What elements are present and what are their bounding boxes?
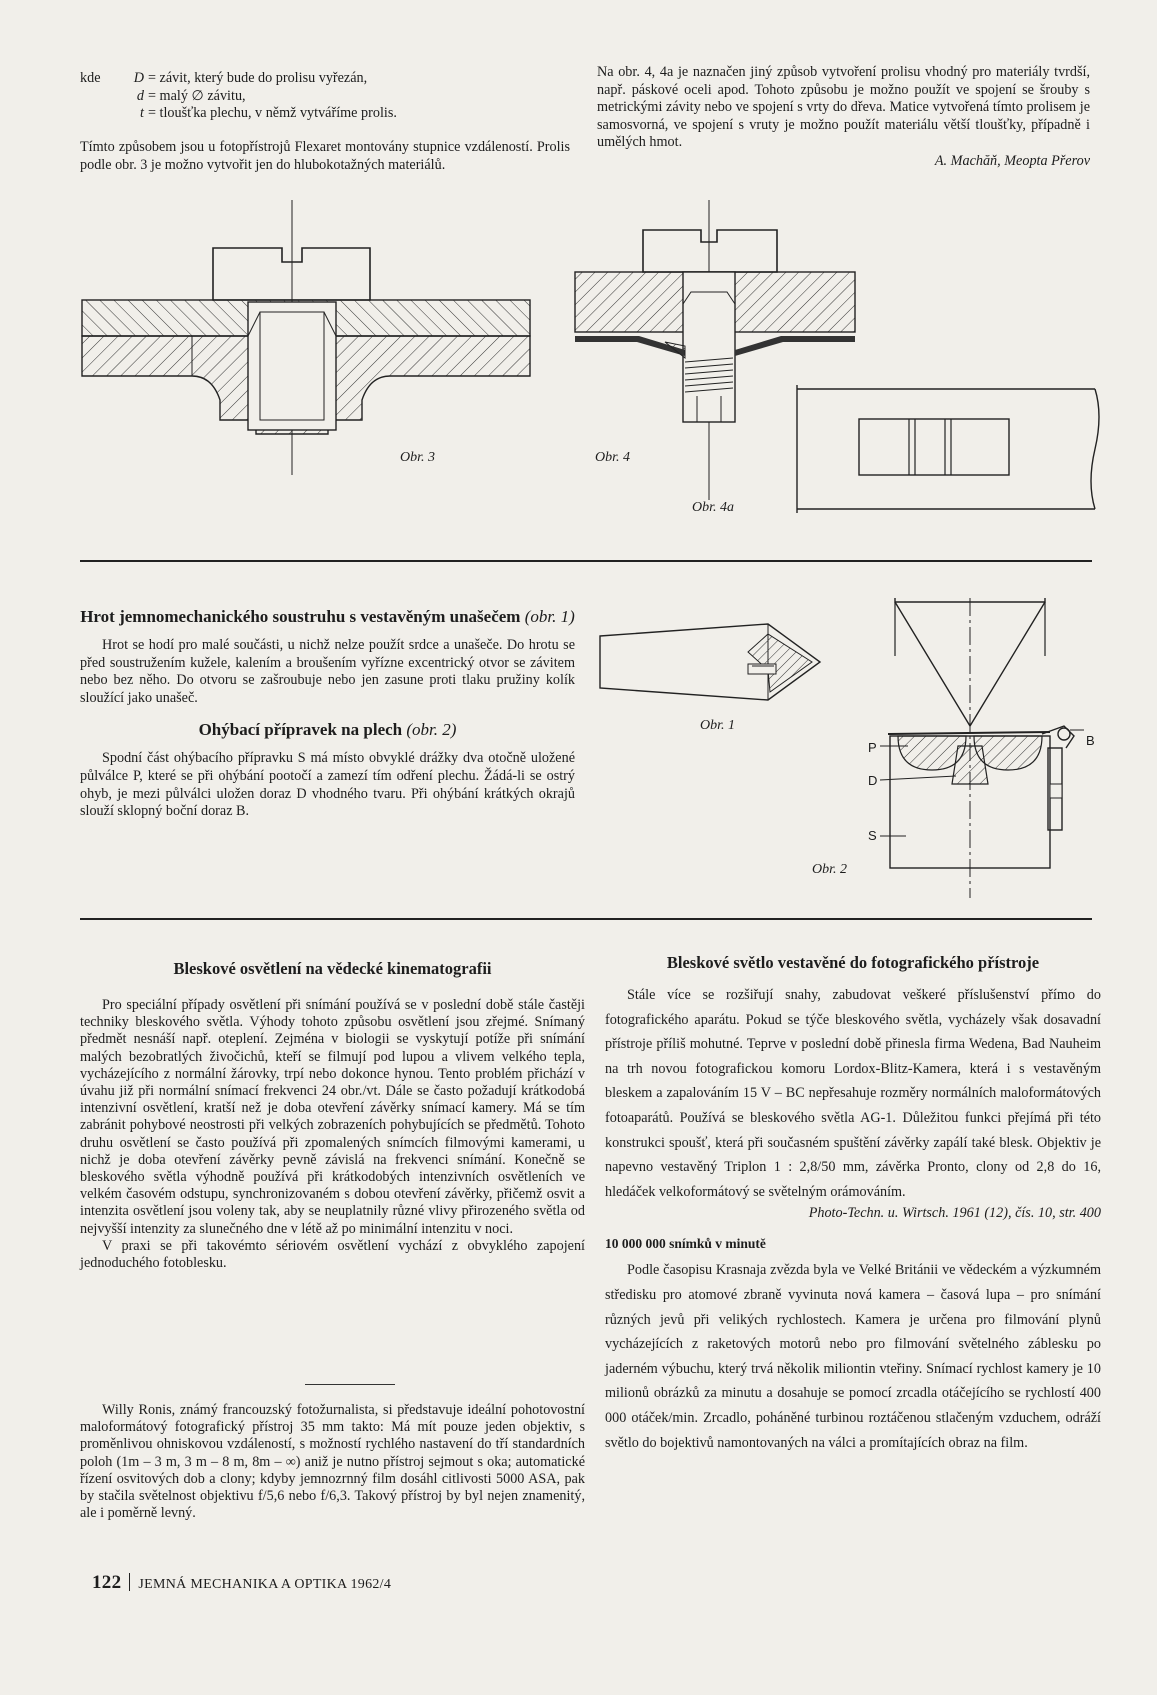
section-divider	[80, 560, 1092, 562]
definitions-list	[80, 70, 560, 123]
bleskove-svetlo-article	[605, 952, 1101, 1455]
figure-4a-drawing	[795, 385, 1105, 515]
hrot-title: Hrot jemnomechanického soustruhu s vestavěným unašečem (obr. 1)	[80, 607, 575, 626]
figure-1-drawing	[598, 622, 828, 704]
label-p: P	[868, 740, 877, 755]
definition-row: t = tloušťka plechu, v němž vytváříme prolis.	[140, 105, 397, 122]
author-signature: A. Machăň, Meopta Přerov	[934, 152, 1090, 169]
page-footer	[92, 1572, 391, 1594]
ohyb-title: Ohýbací přípravek na plech (obr. 2)	[198, 720, 457, 740]
label-d: D	[868, 773, 878, 788]
ronis-text: Willy Ronis, známý francouzský fotožurnalista, si představuje ideální pohotovostní maloformátový fotografický přístroj 35 mm takto: Má mít pouze jeden objektiv, s proměnlivou ohniskovou vzdáleností, s možností rychlého nastavení do tří standardních poloh (1m – 3 m, 3 m – 8 m, 8m – ∞) aniž je nutno přístroj sejmout s oka; automatické řízení osvitových dob a clony; kdyby jemnozrnný film dosáhl citlivosti 5000 ASA, pak by stačila světelnost objektivu f/5,6 nebo f/6,3. Takový přístroj by byl nejen znamenitý, ale i poměrně levný.	[80, 1402, 585, 1522]
figure-4-caption: Obr. 4	[595, 450, 631, 465]
journal-name: JEMNÁ MECHANIKA A OPTIKA 1962/4	[138, 1577, 392, 1592]
flexaret-paragraph: Tímto způsobem jsou u fotopřístrojů Flexaret montovány stupnice vzdáleností. Prolis podle obr. 3 je možno vytvořit jen do hlubokotažných materiálů.	[80, 139, 570, 173]
ohyb-text: Spodní část ohýbacího přípravku S má místo obvyklé drážky dva otočně uložené půlválce P, které se při ohýbání pootočí a zamezí tím odření plechu. Žádá-li se ostrý ohyb, je mezi půlválci uložen doraz D vhodného tvaru. Při ohýbání krátkých okrajů slouží sklopný boční doraz B.	[80, 750, 575, 820]
figure-3-drawing	[70, 200, 540, 480]
hrot-text: Hrot se hodí pro malé součásti, u nichž nelze použít srdce a unašeče. Do hrotu se před soustružením kužele, kalením a broušením vyřízne excentrický otvor se závitem nebo bez něho. Do otvoru se zašroubuje nebo jen zasune proti tlaku pružiny kolík sloužící jako unašeč.	[80, 637, 575, 706]
label-s: S	[868, 828, 877, 843]
figure-2-caption: Obr. 2	[812, 862, 848, 877]
bleskove-svetlo-title: Bleskové světlo vestavěné do fotografického přístroje	[666, 953, 1040, 972]
figure-3-caption: Obr. 3	[400, 450, 436, 465]
bleskove-svetlo-text: Stále více se rozšiřují snahy, zabudovat veškeré příslušenství přímo do fotografického aparátu. Pokud se týče bleskového světla, vycházely však dosavadní přístroje příliš mohutné. Teprve v poslední době přinesla firma Wedena, Bad Nauheim na trh novou fotografickou komoru Lordox-Blitz-Kamera, která i s vestavěným bleskem a zapalováním 15 V – BC nepřesahuje rozměry normálních maloformátových fotoaparátů. Používá se bleskového světla AG-1. Důležitou funkci přejímá při této konstrukci spoušť, která při současném spuštění závěrky zapálí také blesk. Objektiv je napevno vestavěný Triplon 1 : 2,8/50 mm, závěrka Pronto, clony od 2,8 do 16, hledáček velkoformátový se světelným orámováním.	[605, 987, 1101, 1200]
bleskove-osvetleni-p2: V praxi se při takovémto sériovém osvětlení vychází z obvyklého zapojení jednoduchého fotoblesku.	[80, 1237, 585, 1272]
prolis-paragraph: Na obr. 4, 4a je naznačen jiný způsob vytvoření prolisu vhodný pro materiály tvrdší, např. páskové oceli apod. Tohoto způsobu je možno použít ve spojení se šrouby s metrickými závity nebo ve spojení s vrty do dřeva. Matice vytvořená tímto prolisem je samosvorná, ve spojení s vruty je možno použít materiálu větší tloušťky, případně i umělých hmot.	[597, 64, 1090, 151]
page-number: 122	[92, 1572, 122, 1593]
footer-separator	[129, 1573, 130, 1591]
figure-4a-caption: Obr. 4a	[692, 500, 735, 515]
hrot-article	[80, 606, 575, 821]
definition-row: kde D = závit, který bude do prolisu vyřezán,	[80, 70, 368, 86]
short-divider	[305, 1384, 395, 1385]
snimku-text: Podle časopisu Krasnaja zvězda byla ve Velké Británii ve vědeckém a výzkumném středisku pro atomové zbraně vyvinuta nová kamera – časová lupa – pro snímání různých jevů při velikých rychlostech. Kamera je určena pro filmování plynů vycházejících z raketových motorů nebo pro filmování světelného záblesku po jaderném výbuchu, který trvá několik miliontin vteřiny. Snímací rychlost kamery je 10 milionů obrázků za minutu a dosahuje se pomocí zrcadla otáčejícího se rychlostí 400 000 otáček/min. Zrcadlo, poháněné turbinou roztáčenou stlačeným vzduchem, odráží světlo do bojektivů namontovaných na válci a promítajících obraz na film.	[605, 1262, 1101, 1451]
figure-1-caption: Obr. 1	[700, 718, 736, 733]
section-divider	[80, 918, 1092, 920]
bleskove-osvetleni-p1: Pro speciální případy osvětlení při snímání používá se v poslední době stále častěji techniky bleskového světla. Výhody tohoto způsobu osvětlení jsou zřejmé. Snímaný předmět nesnáší např. oteplení. Zejména v biologii se vyskytují potíže při snímání malých bezobratlých živočichů, kteří se filmují pod lupou a vlivem velkého tepla, vycházejícího z normální žárovky, trpí nebo dokonce hynou. Tento problém přichází v úvahu již při normální snímací frekvenci 24 obr./vt. Dále se často požadují krátkodobá intenzivní osvětlení, kratší než je doba otevření závěrky snímací kamery. Má se tím zabránit pohybové neostrosti při velkých zobrazeních pohybujících se předmětů. Tohoto druhu osvětlení se často používá při zpomalených snímcích filmovými kamerami, u nichž je doba otevření závěrky pevně závislá na frekvenci snímání. Konečně se bleskového světla výhodně používá při krátkodobých intenzivních osvětleních ve velkém časovém odstupu, synchronizovaném s dobou otevření závěrky, přičemž osvit a intenzita osvětlení jsou voleny tak, aby se neuplatnily různé vlivy přirozeného světla od nejvyšší intenzity za slunečného dne v létě až po minimální intenzitu v noci.	[80, 997, 585, 1237]
bleskove-osvetleni-title: Bleskové osvětlení na vědecké kinematografii	[173, 959, 492, 978]
bleskove-svetlo-source: Photo-Techn. u. Wirtsch. 1961 (12), čís. 10, str. 400	[808, 1205, 1101, 1222]
prolis-article	[597, 64, 1090, 170]
snimku-title: 10 000 000 snímků v minutě	[605, 1236, 766, 1252]
figure-2-drawing	[860, 598, 1100, 908]
label-b: B	[1086, 733, 1095, 748]
bleskove-osvetleni-article	[80, 958, 585, 1272]
definition-row: d = malý ∅ závitu,	[136, 87, 246, 104]
